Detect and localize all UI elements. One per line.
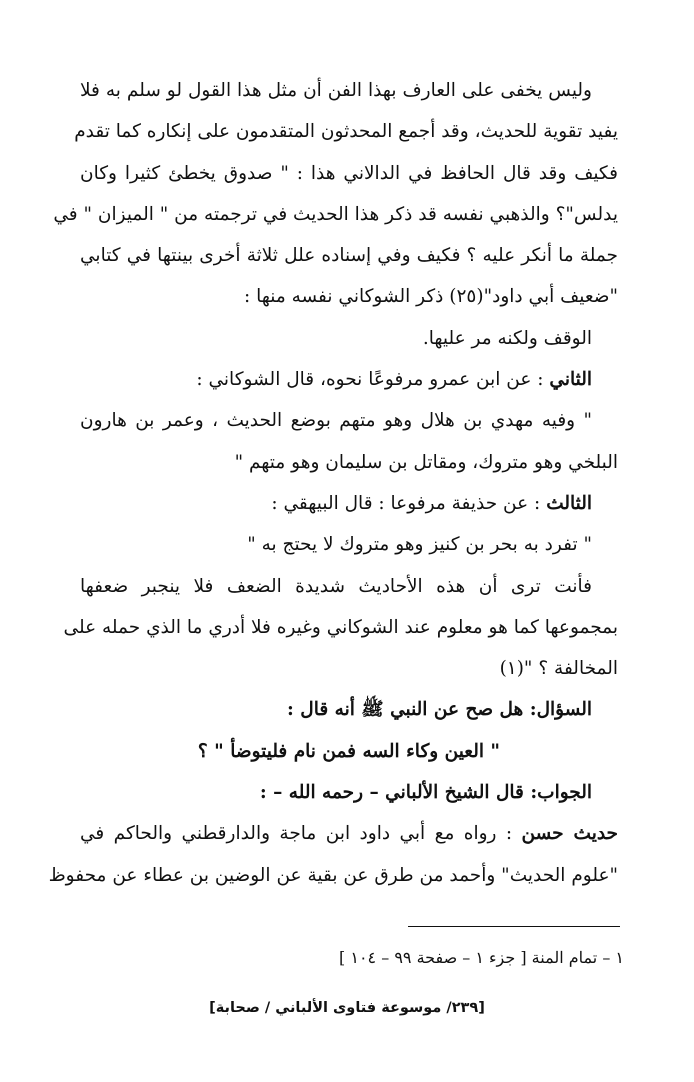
main-text [48,70,618,896]
question-label: السؤال: [529,699,592,721]
text-line: " وفيه مهدي بن هلال وهو متهم بوضع الحديث ، وعمر بن هارون [80,410,592,432]
section-label: الثالث [546,492,592,514]
question-line [80,689,618,730]
text-line: "ضعيف أبي داود"(٢٥) ذكر الشوكاني نفسه منها : [243,286,618,308]
question-text: هل صح عن النبي ﷺ أنه قال : [287,699,530,721]
text-line: جملة ما أنكر عليه ؟ فكيف وفي إسناده علل ثلاثة أخرى بينتها في كتابي [80,245,618,267]
grade-text: : رواه مع أبي داود ابن ماجة والدارقطني والحاكم في [80,823,522,845]
answer-label: الجواب: [530,782,592,804]
section-text: : عن حذيفة مرفوعا : قال البيهقي : [271,492,547,514]
text-line [80,483,618,524]
text-line: فأنت ترى أن هذه الأحاديث شديدة الضعف فلا ينجبر ضعفها [80,575,592,597]
text-line: يفيد تقوية للحديث، وقد أجمع المحدثون المتقدمون على إنكاره كما تقدم [74,121,618,143]
text-line: يدلس"؟ والذهبي نفسه قد ذكر هذا الحديث في ترجمته من " الميزان " في [53,203,618,225]
text-line [80,359,618,400]
footnote-divider [408,926,620,927]
text-line: وليس يخفى على العارف بهذا الفن أن مثل هذا القول لو سلم به فلا [80,80,592,101]
question-quote: " العين وكاء السه فمن نام فليتوضأ " ؟ [197,740,501,762]
text-line: بمجموعها كما هو معلوم عند الشوكاني وغيره فلا أدري ما الذي حمله على [63,616,618,638]
text-line: الوقف ولكنه مر عليها. [422,327,592,349]
text-line: البلخي وهو متروك، ومقاتل بن سليمان وهو متهم " [234,451,618,473]
text-line: "علوم الحديث" وأحمد من طرق عن بقية عن الوضين بن عطاء عن محفوظ [48,864,618,886]
text-line [80,813,618,854]
footnote: ١ – تمام المنة [ جزء ١ – صفحة ٩٩ – ١٠٤ ] [339,948,624,967]
page-footer: [٢٣٩/ موسوعة فتاوى الألباني / صحابة] [209,1000,485,1016]
text-line: " تفرد به بحر بن كنيز وهو متروك لا يحتج به " [247,534,592,556]
section-label: الثاني [549,369,592,391]
grade-label: حديث حسن [521,823,618,845]
answer-text: قال الشيخ الألباني – رحمه الله – : [259,782,531,804]
text-line: المخالفة ؟ "(١) [499,658,618,680]
section-text: : عن ابن عمرو مرفوعًا نحوه، قال الشوكاني : [196,369,550,391]
answer-line [80,772,618,813]
text-line: فكيف وقد قال الحافظ في الدالاني هذا : " صدوق يخطئ كثيرا وكان [80,162,618,184]
